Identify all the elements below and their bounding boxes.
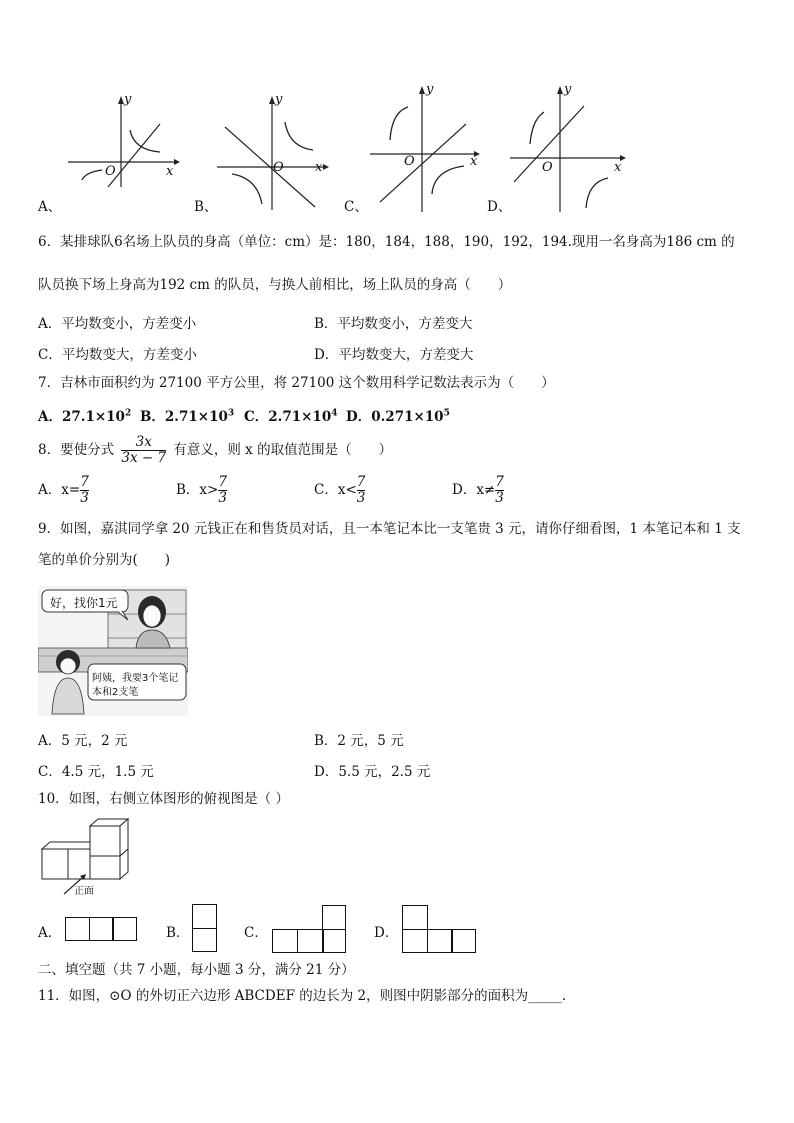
q7-option-c[interactable] — [244, 405, 338, 425]
y-axis-label: y — [426, 82, 434, 97]
fraction-denominator: 3 — [80, 490, 89, 506]
x-axis-label: x — [166, 164, 174, 179]
fraction-numerator: 7 — [356, 474, 366, 490]
q8-fraction — [121, 435, 166, 466]
y-axis-label: y — [564, 82, 572, 97]
q10-option-b-label[interactable]: B． — [166, 925, 190, 941]
fraction-numerator: 7 — [218, 474, 227, 490]
q5-label-b: B、 — [194, 199, 218, 215]
square-cell — [402, 905, 428, 930]
q6-option-a[interactable]: A．平均数变小，方差变小 — [38, 316, 197, 332]
q6-text-line1: 6．某排球队6名场上队员的身高（单位：cm）是：180，184，188，190，192，194.现用一名身高为186 cm 的 — [38, 234, 735, 250]
option-label: D．0.271×10 — [346, 409, 444, 425]
q9-option-d[interactable]: D．5.5 元，2.5 元 — [314, 764, 431, 780]
origin-label: O — [273, 160, 284, 175]
q10-option-a-label[interactable]: A． — [38, 925, 62, 941]
section-title-fill-blank: 二、填空题（共 7 小题，每小题 3 分，满分 21 分） — [38, 962, 355, 978]
speech-bubble-girl-line1: 阿姨，我要3个笔记 — [92, 673, 179, 684]
q5-label-d: D、 — [487, 199, 512, 215]
q5-graph-c — [370, 82, 482, 212]
option-fraction — [218, 475, 227, 506]
q5-graph-a — [68, 92, 180, 187]
q7-option-d[interactable] — [346, 405, 450, 425]
origin-label: O — [542, 160, 553, 175]
fraction-denominator: 3 — [356, 490, 366, 506]
q8-option-d[interactable] — [452, 472, 504, 508]
square-cell — [322, 905, 346, 930]
q10-option-c-figure[interactable] — [272, 905, 346, 953]
q8-prefix: 8．要使分式 — [38, 442, 115, 458]
q10-option-d-label[interactable]: D． — [374, 925, 399, 941]
square-cell — [192, 904, 217, 929]
square-cell — [112, 917, 137, 941]
origin-label: O — [404, 154, 415, 169]
x-axis-label: x — [614, 160, 622, 175]
q8-option-c[interactable] — [314, 472, 365, 508]
hyperbola-graph-b — [217, 92, 329, 210]
q8-text — [38, 432, 392, 470]
option-fraction — [80, 475, 89, 506]
square-cell — [402, 929, 428, 954]
q10-solid-figure — [38, 816, 134, 900]
q9-option-b[interactable]: B．2 元，5 元 — [314, 733, 404, 749]
x-axis-label: x — [470, 154, 478, 169]
fraction-denominator: 3x − 7 — [121, 450, 167, 466]
q10-text: 10．如图，右侧立体图形的俯视图是（ ） — [38, 791, 289, 807]
exponent: 5 — [443, 408, 450, 419]
exponent: 3 — [227, 408, 235, 419]
exponent: 4 — [331, 408, 338, 419]
q10-option-c-label[interactable]: C． — [244, 925, 268, 941]
q9-text-line1: 9．如图，嘉淇同学拿 20 元钱正在和售货员对话，且一本笔记本比一支笔贵 3 元，请你仔细看图，1 本笔记本和 1 支 — [38, 521, 741, 537]
front-view-label: 正面 — [74, 886, 94, 897]
option-label: B．x> — [176, 482, 219, 498]
exponent: 2 — [124, 408, 132, 419]
fraction-denominator: 3 — [495, 490, 504, 506]
speech-bubble-girl-line2: 本和2支笔 — [92, 687, 139, 698]
square-cell — [65, 917, 90, 941]
q10-option-d-figure[interactable] — [402, 905, 476, 953]
y-axis-label: y — [275, 92, 283, 107]
q5-label-a: A、 — [38, 199, 62, 215]
hyperbola-graph-d — [510, 82, 628, 212]
q9-option-c[interactable]: C．4.5 元，1.5 元 — [38, 764, 154, 780]
square-cell — [297, 929, 324, 954]
q8-option-a[interactable] — [38, 472, 89, 508]
square-cell — [89, 917, 114, 941]
fraction-denominator: 3 — [218, 490, 227, 506]
q8-suffix: 有意义，则 x 的取值范围是（ ） — [173, 442, 393, 458]
fraction-numerator: 3x — [135, 434, 152, 450]
q5-label-c: C、 — [344, 199, 368, 215]
q9-illustration — [38, 586, 188, 716]
fraction-numerator: 7 — [495, 474, 504, 490]
option-fraction — [495, 475, 504, 506]
option-label: B．2.71×10 — [140, 409, 228, 425]
x-axis-label: x — [315, 160, 323, 175]
option-label: A．27.1×10 — [38, 409, 125, 425]
q5-graph-b — [217, 92, 329, 210]
q11-text: 11．如图，⊙O 的外切正六边形 ABCDEF 的边长为 2，则图中阴影部分的面积为_____. — [38, 988, 567, 1004]
fraction-numerator: 7 — [80, 474, 89, 490]
q5-graph-d — [510, 82, 628, 212]
option-label: D．x≠ — [452, 482, 496, 498]
y-axis-label: y — [124, 92, 132, 107]
square-cell — [272, 929, 298, 954]
option-label: A．x= — [38, 482, 81, 498]
q6-option-c[interactable]: C．平均数变大，方差变小 — [38, 347, 197, 363]
square-cell — [192, 928, 217, 953]
q7-text: 7．吉林市面积约为 27100 平方公里，将 27100 这个数用科学记数法表示为（ ） — [38, 375, 555, 391]
option-fraction — [357, 475, 366, 506]
q10-option-a-figure[interactable] — [65, 917, 137, 941]
square-cell — [451, 929, 476, 954]
square-cell — [322, 929, 346, 954]
q10-option-b-figure[interactable] — [192, 904, 217, 952]
q9-option-a[interactable]: A．5 元，2 元 — [38, 733, 128, 749]
q7-option-a[interactable] — [38, 405, 131, 425]
origin-label: O — [105, 164, 116, 179]
q9-text-line2: 笔的单价分别为( ) — [38, 552, 171, 568]
hyperbola-graph-c — [370, 82, 482, 212]
speech-bubble-seller: 好，找你1元 — [50, 596, 118, 610]
option-label: C．2.71×10 — [244, 409, 332, 425]
q6-option-b[interactable]: B．平均数变小，方差变大 — [314, 316, 473, 332]
q6-option-d[interactable]: D．平均数变大，方差变大 — [314, 347, 474, 363]
q8-option-b[interactable] — [176, 472, 227, 508]
q7-option-b[interactable] — [140, 405, 234, 425]
option-label: C．x< — [314, 482, 357, 498]
q6-text-line2: 队员换下场上身高为192 cm 的队员，与换人前相比，场上队员的身高（ ） — [38, 277, 512, 293]
square-cell — [427, 929, 453, 954]
